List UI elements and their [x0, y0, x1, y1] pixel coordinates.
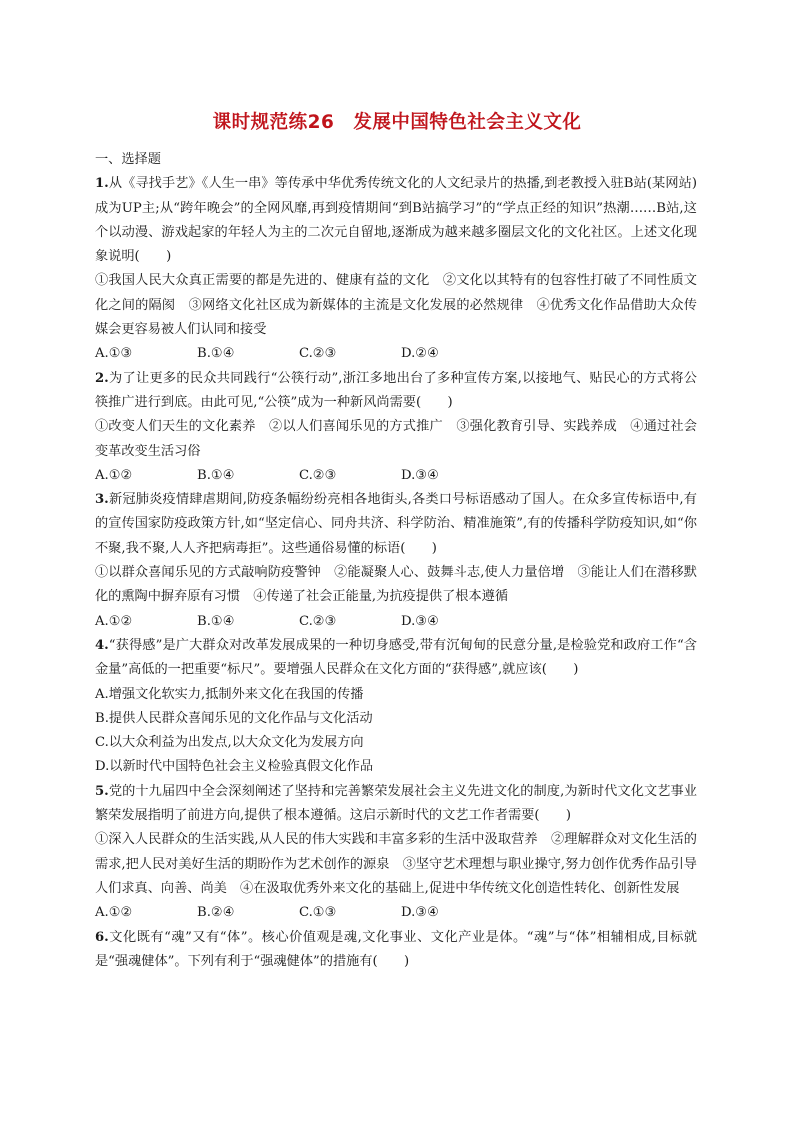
option-a[interactable]: A.①② — [95, 613, 133, 629]
option-c[interactable]: C.②③ — [299, 346, 337, 362]
answer-options — [95, 610, 697, 634]
question-stem: 4.“获得感”是广大群众对改革发展成果的一种切身感受,带有沉甸甸的民意分量,是检验党和政府工作“含金量”高低的一把重要“标尺”。要增强人民群众在文化方面的“获得感”,就应该( ) — [95, 637, 697, 678]
question-stem: 2.为了让更多的民众共同践行“公筷行动”,浙江多地出台了多种宣传方案,以接地气、贴民心的方式将公筷推广进行到底。由此可见,“公筷”成为一种新风尚需要( ) — [95, 370, 697, 410]
option-a[interactable]: A.增强文化软实力,抵制外来文化在我国的传播 — [95, 686, 364, 702]
answer-options — [95, 342, 697, 366]
option-b[interactable]: B.②④ — [197, 905, 235, 921]
option-a[interactable]: A.①② — [95, 905, 133, 921]
question-6 — [95, 926, 697, 975]
question-number: 1. — [95, 176, 109, 192]
option-b[interactable]: B.①④ — [197, 613, 235, 629]
option-d[interactable]: D.③④ — [401, 905, 439, 921]
option-a[interactable]: A.①③ — [95, 346, 133, 362]
option-d[interactable]: D.③④ — [401, 467, 439, 483]
question-stem: 5.党的十九届四中全会深刻阐述了坚持和完善繁荣发展社会主义先进文化的制度,为新时代文化文艺事业繁荣发展指明了前进方向,提供了根本遵循。这启示新时代的文艺工作者需要( ) — [95, 783, 697, 824]
question-number: 5. — [95, 783, 109, 799]
question-number: 2. — [95, 370, 109, 386]
question-2 — [95, 367, 697, 488]
option-c[interactable]: C.①③ — [299, 905, 337, 921]
question-list — [95, 148, 697, 974]
page-title: 课时规范练26 发展中国特色社会主义文化 — [212, 112, 582, 133]
question-3 — [95, 488, 697, 634]
option-b[interactable]: B.①④ — [197, 346, 235, 362]
question-1 — [95, 172, 697, 366]
question-statements: ①以群众喜闻乐见的方式敲响防疫警钟 ②能凝聚人心、鼓舞斗志,使人力量倍增 ③能让人们在潜移默化的熏陶中摒弃原有习惯 ④传递了社会正能量,为抗疫提供了根本遵循 — [95, 565, 697, 605]
option-c[interactable]: C.以大众利益为出发点,以大众文化为发展方向 — [95, 735, 364, 751]
question-statements: ①我国人民大众真正需要的都是先进的、健康有益的文化 ②文化以其特有的包容性打破了不同性质文化之间的隔阂 ③网络文化社区成为新媒体的主流是文化发展的必然规律 ④优秀文化作品借助大众传媒会更容易被人们认同和接受 — [95, 273, 697, 338]
question-statements: ①改变人们天生的文化素养 ②以人们喜闻乐见的方式推广 ③强化教育引导、实践养成 ④通过社会变革改变生活习俗 — [95, 419, 697, 459]
question-5 — [95, 780, 697, 926]
question-stem: 6.文化既有“魂”又有“体”。核心价值观是魂,文化事业、文化产业是体。“魂”与“体”相辅相成,目标就是“强魂健体”。下列有利于“强魂健体”的措施有( ) — [95, 929, 697, 969]
section-heading: 一、选择题 — [95, 152, 161, 167]
option-c[interactable]: C.②③ — [299, 467, 337, 483]
answer-options — [95, 464, 697, 488]
question-number: 4. — [95, 637, 109, 653]
question-stem: 1.从《寻找手艺》《人生一串》等传承中华优秀传统文化的人文纪录片的热播,到老教授入驻B站(某网站)成为UP主;从“跨年晚会”的全网风靡,再到疫情期间“到B站搞学习”的“学点正经的知识”热潮……B站,这个以动漫、游戏起家的年轻人为主的二次元自留地,逐渐成为越来越多圈层文化的文化社区。上述文化现象说明( ) — [95, 176, 697, 265]
answer-options — [95, 901, 697, 925]
option-d[interactable]: D.②④ — [401, 346, 439, 362]
question-4 — [95, 634, 697, 780]
option-c[interactable]: C.②③ — [299, 613, 337, 629]
option-d[interactable]: D.以新时代中国特色社会主义检验真假文化作品 — [95, 759, 374, 775]
option-b[interactable]: B.①④ — [197, 467, 235, 483]
question-number: 3. — [95, 492, 109, 508]
question-number: 6. — [95, 929, 109, 945]
option-b[interactable]: B.提供人民群众喜闻乐见的文化作品与文化活动 — [95, 710, 373, 726]
question-statements: ①深入人民群众的生活实践,从人民的伟大实践和丰富多彩的生活中汲取营养 ②理解群众对文化生活的需求,把人民对美好生活的期盼作为艺术创作的源泉 ③坚守艺术理想与职业操守,努力创作优秀作品引导人们求真、向善、尚美 ④在汲取优秀外来文化的基础上,促进中华传统文化创造性转化、创新性发展 — [95, 832, 697, 896]
option-a[interactable]: A.①② — [95, 467, 133, 483]
option-d[interactable]: D.③④ — [401, 613, 439, 629]
question-stem: 3.新冠肺炎疫情肆虐期间,防疫条幅纷纷亮相各地街头,各类口号标语感动了国人。在众多宣传标语中,有的宣传国家防疫政策方针,如“坚定信心、同舟共济、科学防治、精准施策”,有的传播科学防疫知识,如“你不聚,我不聚,人人齐把病毒拒”。这些通俗易懂的标语( ) — [95, 492, 697, 556]
